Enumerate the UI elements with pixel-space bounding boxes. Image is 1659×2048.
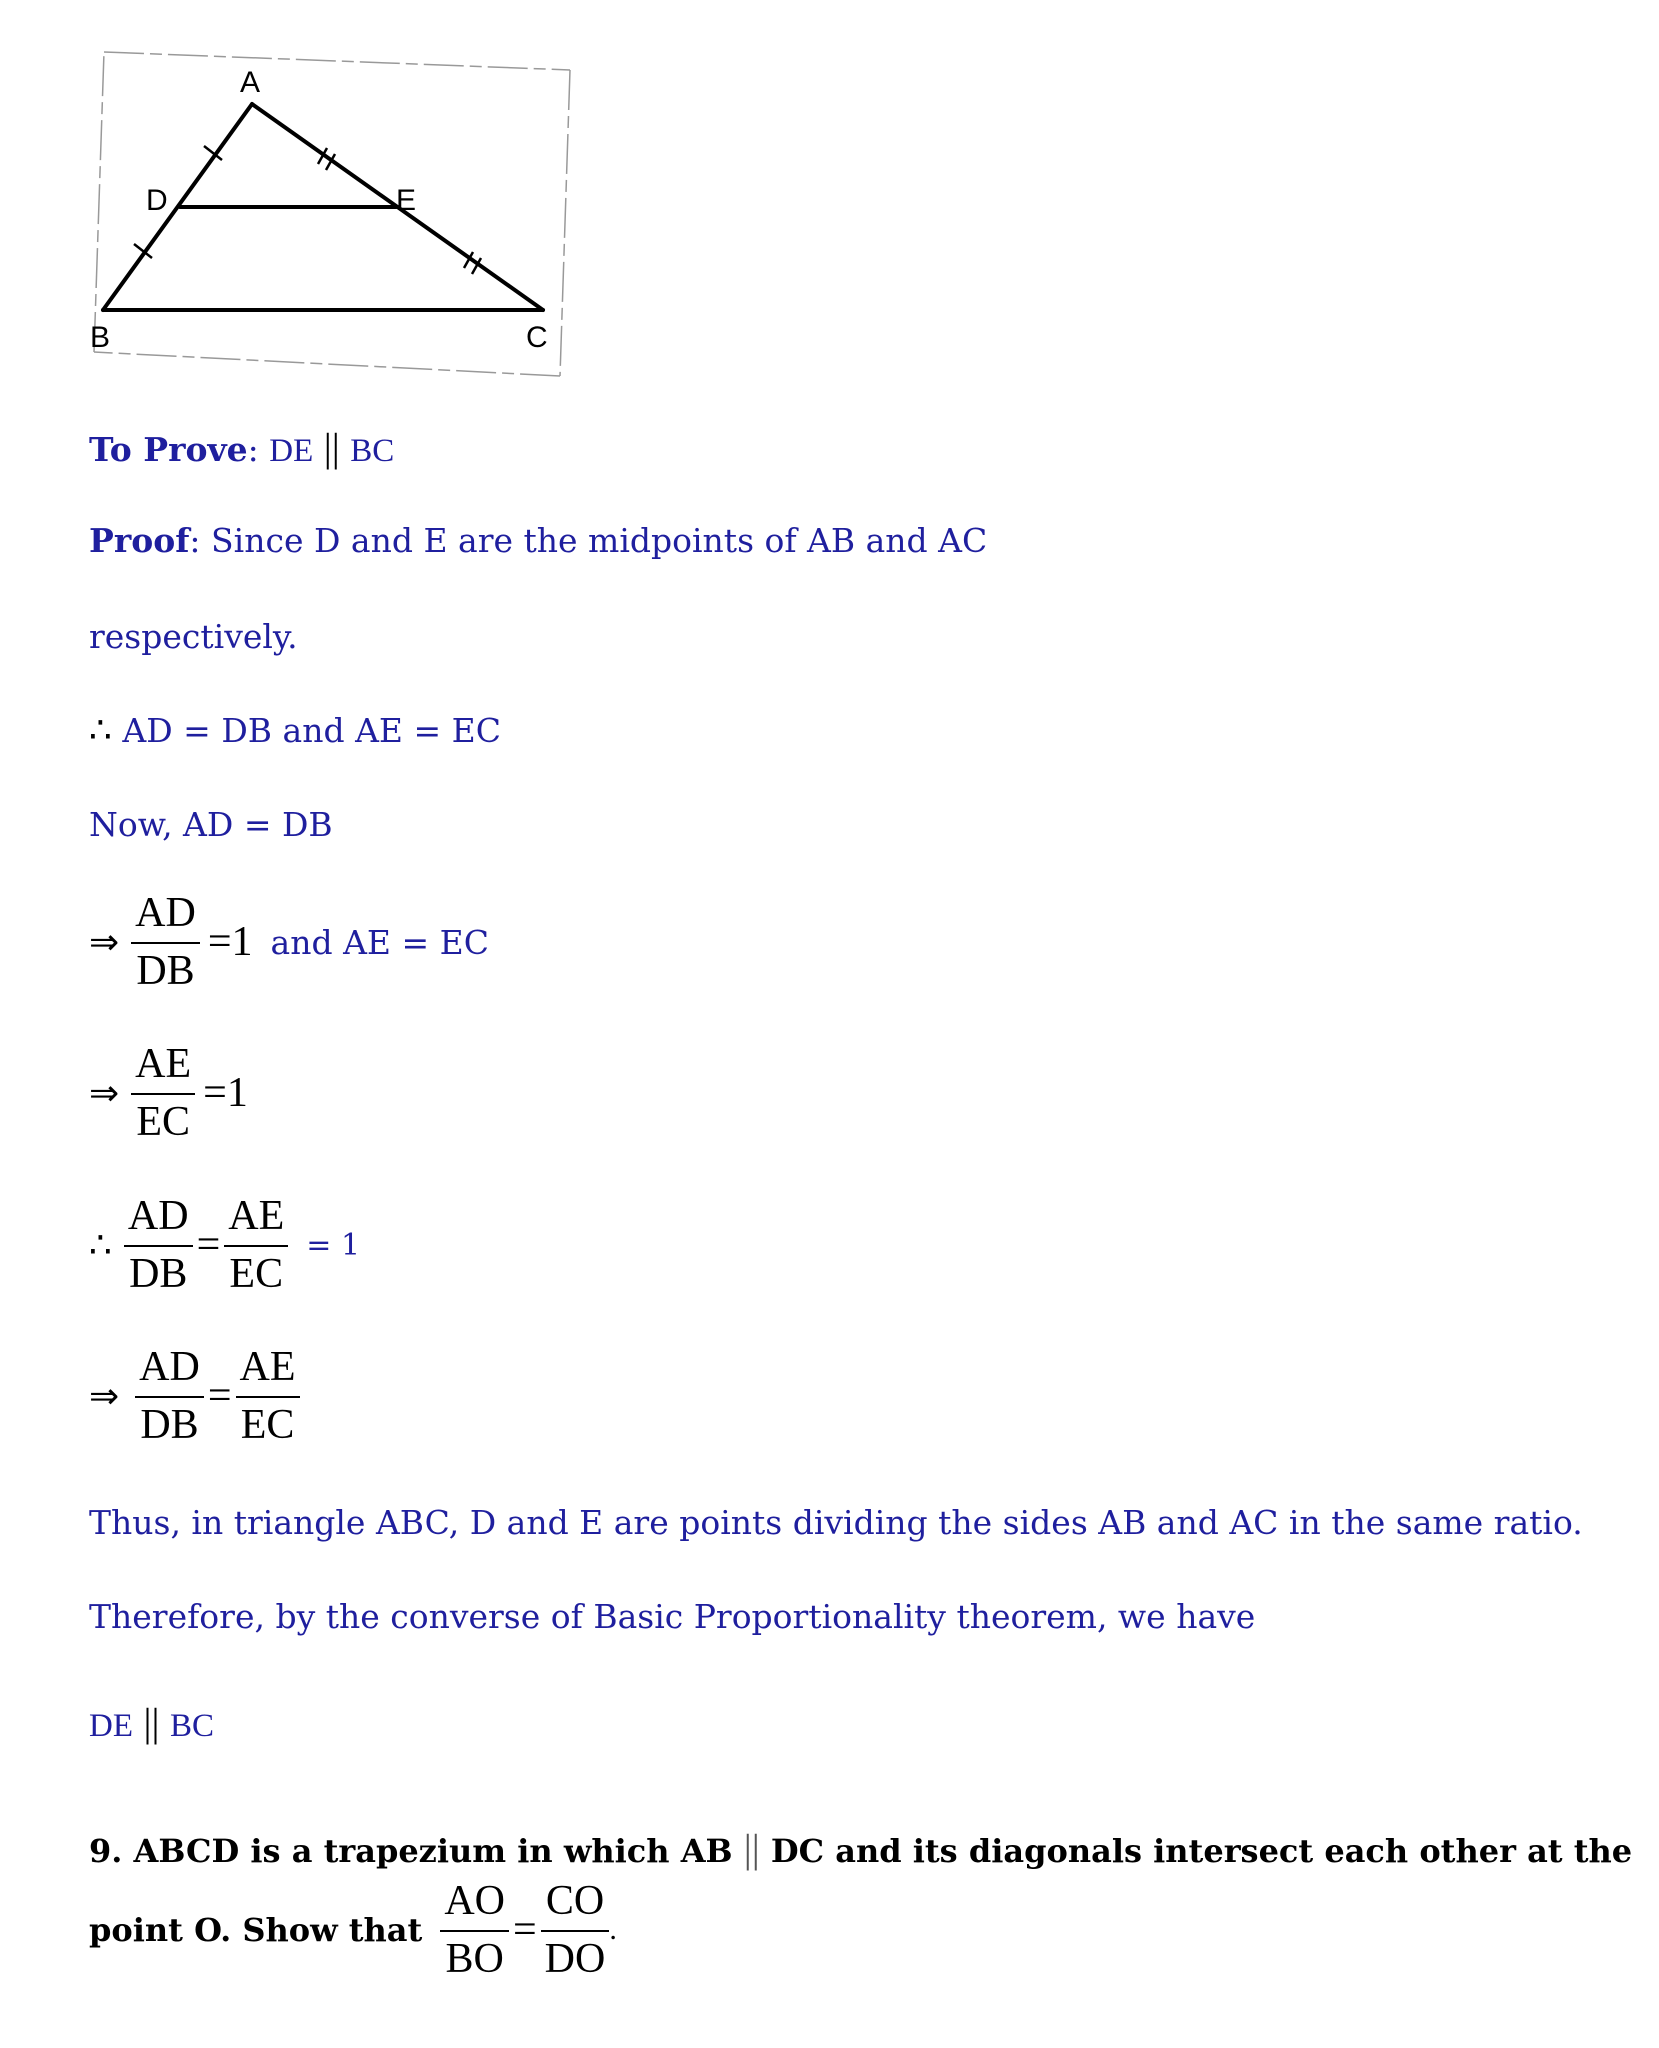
therefore-text: AD = DB and AE = EC bbox=[122, 711, 501, 750]
question-9-part3: point O. Show that bbox=[89, 1911, 423, 1949]
proof-text-continued: respectively. bbox=[89, 617, 298, 656]
to-prove-label: To Prove bbox=[89, 430, 248, 469]
proof-label: Proof bbox=[89, 521, 190, 560]
to-prove-parallel: || bbox=[323, 425, 340, 470]
fraction-bar bbox=[131, 942, 200, 944]
numerator: CO bbox=[545, 1878, 605, 1924]
step-therefore bbox=[89, 710, 501, 751]
question-9-part2: DC and its diagonals intersect each other at the bbox=[770, 1832, 1633, 1870]
to-prove-lhs: DE bbox=[269, 433, 314, 469]
result-lhs: DE bbox=[89, 1708, 133, 1744]
equals-sign: = bbox=[207, 1373, 232, 1419]
denominator: DB bbox=[129, 1251, 188, 1297]
eq1-tail: and AE = EC bbox=[270, 922, 489, 962]
fraction-bar bbox=[236, 1396, 300, 1398]
label-d: D bbox=[146, 184, 168, 217]
numerator: AE bbox=[135, 1041, 192, 1087]
fraction-bar bbox=[124, 1245, 193, 1247]
equation-3 bbox=[89, 1195, 360, 1295]
step-now: Now, AD = DB bbox=[89, 805, 333, 844]
fraction-ad-db bbox=[124, 1195, 193, 1295]
fraction-co-do bbox=[541, 1880, 610, 1980]
denominator: DO bbox=[544, 1936, 606, 1982]
result-rhs: BC bbox=[170, 1708, 215, 1744]
conclusion-line-2: Therefore, by the converse of Basic Proportionality theorem, we have bbox=[89, 1597, 1256, 1636]
denominator: EC bbox=[240, 1402, 295, 1448]
numerator: AD bbox=[139, 1344, 200, 1390]
eq3-tail: = 1 bbox=[306, 1227, 361, 1263]
fraction-ae-ec bbox=[236, 1346, 300, 1446]
numerator: AD bbox=[135, 890, 196, 936]
implies-symbol: ⇒ bbox=[89, 1375, 120, 1417]
equation-1 bbox=[89, 892, 489, 992]
proof-text: Since D and E are the midpoints of AB and AC bbox=[211, 521, 988, 560]
fraction-bar bbox=[541, 1930, 610, 1932]
fraction-ae-ec bbox=[131, 1043, 195, 1143]
question-9-period: . bbox=[609, 1913, 617, 1946]
question-9-line-1 bbox=[89, 1826, 1633, 1871]
label-c: C bbox=[526, 321, 548, 354]
conclusion-result bbox=[89, 1700, 215, 1745]
proof-line bbox=[89, 521, 988, 560]
fraction-bar bbox=[440, 1930, 509, 1932]
fraction-bar bbox=[224, 1245, 288, 1247]
numerator: AE bbox=[239, 1344, 296, 1390]
equation-2 bbox=[89, 1043, 248, 1143]
question-9-line-2 bbox=[89, 1880, 617, 1980]
denominator: DB bbox=[136, 948, 195, 994]
question-9-parallel: || bbox=[743, 1826, 760, 1871]
numerator: AO bbox=[444, 1878, 505, 1924]
equation-4 bbox=[89, 1346, 300, 1446]
equals-sign: = bbox=[196, 1222, 221, 1268]
label-a: A bbox=[240, 66, 261, 99]
therefore-symbol: ∴ bbox=[89, 710, 112, 751]
result-parallel: || bbox=[143, 1700, 160, 1745]
equals-one: =1 bbox=[203, 1070, 248, 1116]
fraction-ad-db bbox=[131, 892, 200, 992]
fraction-bar bbox=[131, 1093, 195, 1095]
denominator: EC bbox=[229, 1251, 284, 1297]
denominator: BO bbox=[445, 1936, 504, 1982]
fraction-ae-ec bbox=[224, 1195, 288, 1295]
numerator: AD bbox=[127, 1193, 189, 1239]
conclusion-line-1: Thus, in triangle ABC, D and E are points dividing the sides AB and AC in the same ratio. bbox=[89, 1503, 1583, 1542]
to-prove-colon: : bbox=[247, 430, 259, 469]
numerator: AE bbox=[228, 1193, 285, 1239]
denominator: EC bbox=[136, 1099, 190, 1145]
equals-sign: = bbox=[512, 1907, 537, 1953]
denominator: DB bbox=[140, 1402, 199, 1448]
to-prove-rhs: BC bbox=[350, 433, 395, 469]
label-b: B bbox=[90, 321, 111, 354]
fraction-bar bbox=[135, 1396, 204, 1398]
question-9-part1: 9. ABCD is a trapezium in which AB bbox=[89, 1832, 733, 1870]
proof-colon: : bbox=[189, 521, 201, 560]
therefore-symbol: ∴ bbox=[89, 1224, 112, 1266]
fraction-ao-bo bbox=[440, 1880, 509, 1980]
equals-one: =1 bbox=[207, 919, 253, 965]
implies-symbol: ⇒ bbox=[89, 921, 120, 963]
fraction-ad-db bbox=[135, 1346, 204, 1446]
triangle-figure bbox=[90, 46, 580, 386]
to-prove-line bbox=[89, 425, 395, 470]
label-e: E bbox=[396, 184, 417, 217]
implies-symbol: ⇒ bbox=[89, 1072, 120, 1114]
